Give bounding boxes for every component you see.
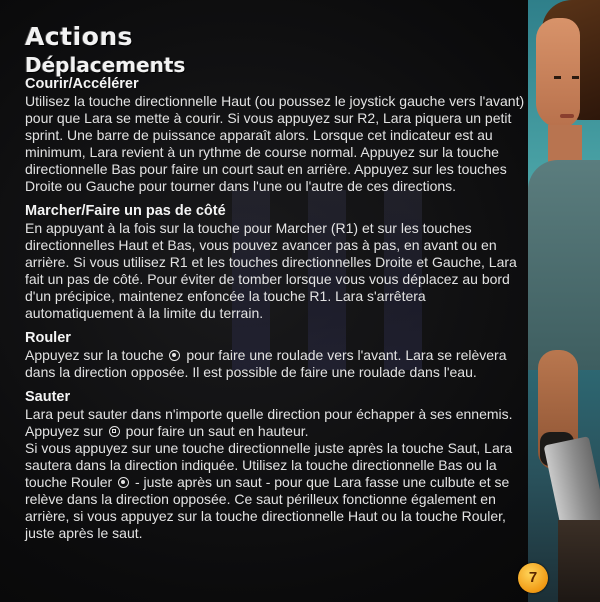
pistol-icon: [544, 436, 600, 530]
section-heading: Courir/Accélérer: [25, 76, 139, 92]
leg-shape: [558, 520, 600, 602]
mouth-shape: [560, 114, 574, 118]
section-title: Déplacements: [25, 53, 186, 77]
text-segment: pour faire une roulade vers l'avant. Lara se relèvera dans la direction opposée. Il est possible de faire une roulade dans l'eau.: [25, 347, 507, 380]
section-text: [25, 440, 530, 542]
face-shape: [536, 18, 580, 128]
section-run: [25, 76, 530, 195]
section-text: [25, 347, 530, 381]
text-segment: Si vous appuyez sur une touche directionnelle juste après la touche Saut, Lara sautera dans la direction indiquée. Utilisez la touche directionnelle Bas ou la touche Rouler: [25, 440, 513, 490]
page-number-badge: 7: [518, 563, 548, 593]
text-segment: Lara peut sauter dans n'importe quelle direction pour échapper à ses ennemis. Appuyez sur: [25, 406, 513, 439]
section-walk: [25, 203, 530, 322]
section-text: [25, 406, 530, 440]
text-segment: - juste après un saut - pour que Lara fasse une culbute et se relève dans la direction opposée. Ce saut périlleux fonctionne également en arrière, si vous appuyez sur la touche directionnelle Haut ou la touche Rouler, juste après le saut.: [25, 474, 510, 541]
section-heading: Rouler: [25, 330, 71, 346]
text-segment: pour faire un saut en hauteur.: [125, 423, 309, 439]
square-button-icon: [109, 426, 120, 437]
page-content: [25, 22, 530, 550]
section-text: Utilisez la touche directionnelle Haut (ou poussez le joystick gauche vers l'avant) pour que Lara se mette à courir. Si vous appuyez sur R2, Lara piquera un petit sprint. Une barre de puissance apparaît alors. Lorsque cet indicateur est au minimum, Lara revient à un rythme de course normal. Appuyez sur la touche directionnelle Bas pour faire un court saut en arrière. Appuyez sur les touches Droite ou Gauche pour tourner dans l'une ou l'autre de ces directions.: [25, 93, 525, 194]
section-text: En appuyant à la fois sur la touche pour Marcher (R1) et sur les touches directionnelles Haut et Bas, vous pouvez avancer pas à pas, en avant ou en arrière. Si vous utilisez R1 et les touches directionnelles Droite et Gauche, Lara fait un pas de côté. Pour éviter de tomber lorsque vous vous déplacez au bord d'un précipice, maintenez enfoncée la touche R1. Lara s'arrêtera automatiquement à la limite du terrain.: [25, 220, 517, 321]
eye-shape: [572, 76, 579, 79]
circle-button-icon: [118, 477, 129, 488]
circle-button-icon: [169, 350, 180, 361]
text-segment: Appuyez sur la touche: [25, 347, 164, 363]
section-roll: [25, 330, 530, 381]
lara-croft-illustration: [528, 0, 600, 602]
section-heading: Sauter: [25, 389, 71, 405]
shirt-shape: [528, 160, 600, 370]
section-jump: [25, 389, 530, 542]
page-title: Actions: [25, 22, 134, 51]
eye-shape: [554, 76, 561, 79]
neck-shape: [548, 125, 582, 165]
section-heading: Marcher/Faire un pas de côté: [25, 203, 226, 219]
